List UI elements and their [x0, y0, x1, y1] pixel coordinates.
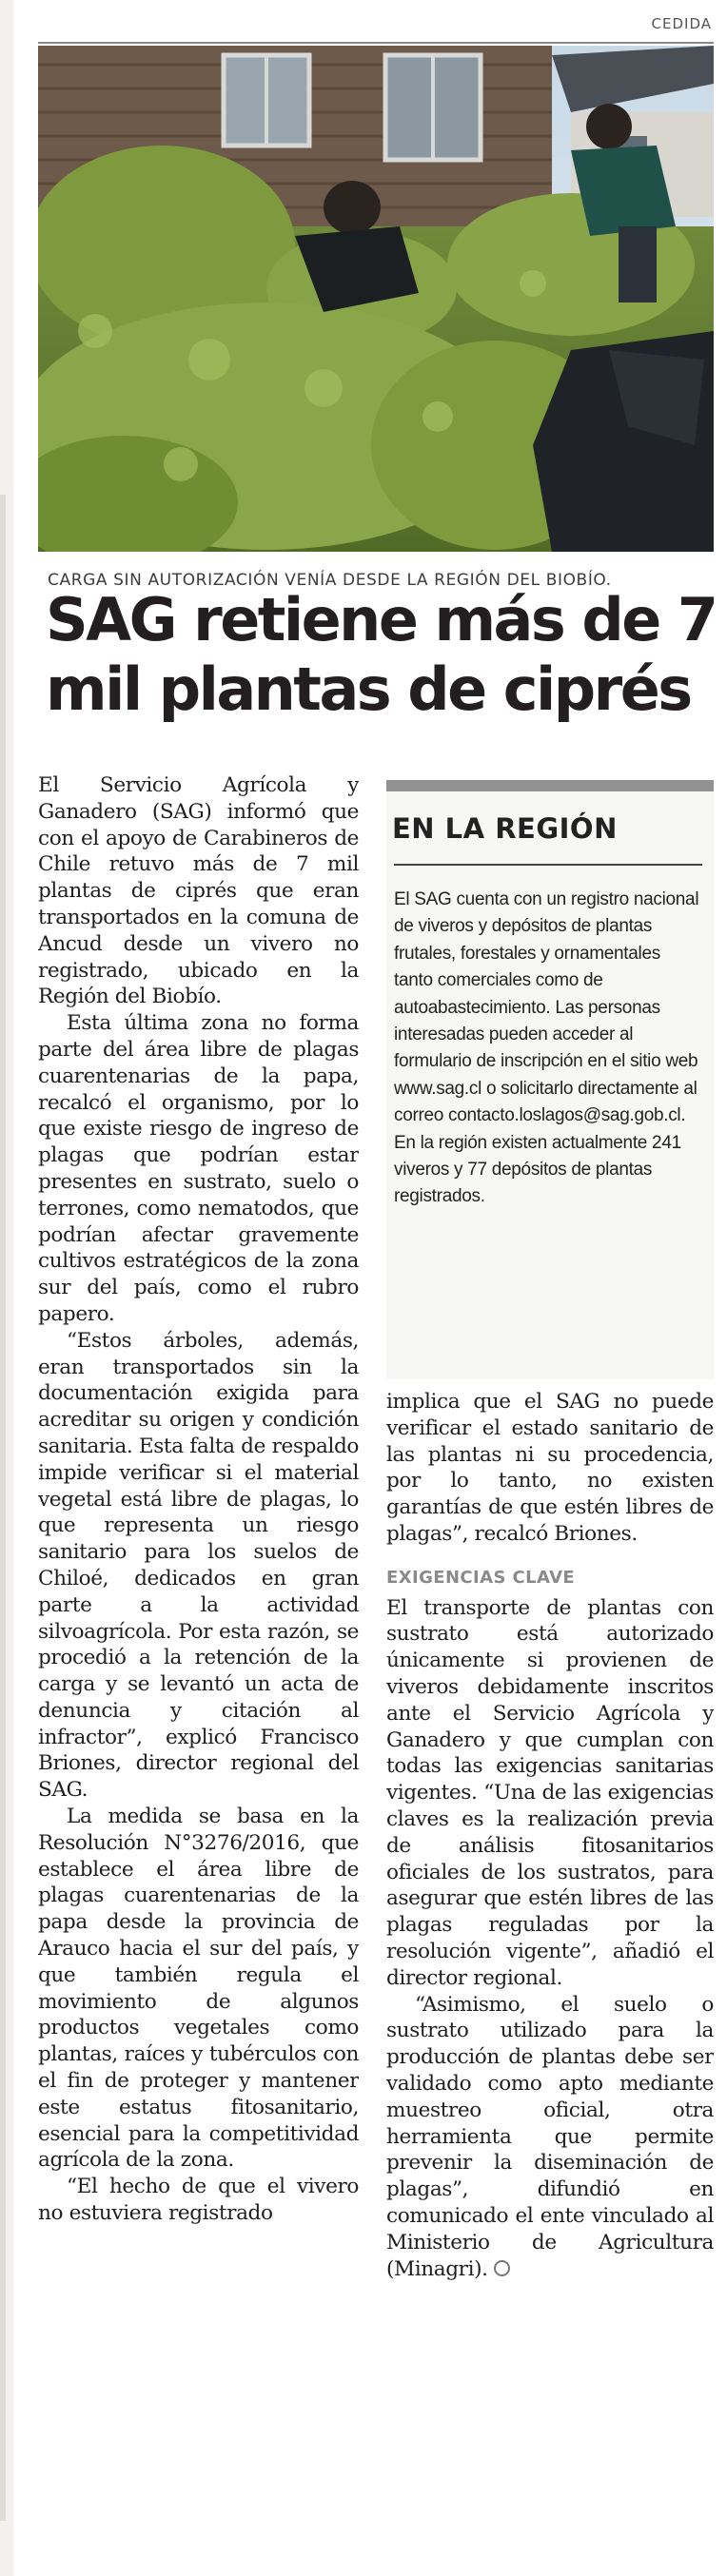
- photo-credit: CEDIDA: [651, 15, 712, 32]
- sidebar-title: EN LA REGIÓN: [392, 812, 618, 845]
- section-subhead: EXIGENCIAS CLAVE: [386, 1567, 576, 1588]
- sidebar-paragraph: El SAG cuenta con un registro nacional de viveros y depósitos de plantas frutales, forestales y ornamentales tanto comerciales como de autoabastecimiento. Las personas interesadas pueden acceder al formulario de inscripción en el sitio web www.sag.cl o solicitarlo directamente al correo contacto.loslagos@sag.gob.cl.: [394, 889, 699, 1126]
- article-photo: [38, 46, 714, 552]
- article-column-right: [386, 1389, 714, 2568]
- top-rule: [38, 42, 714, 44]
- article-paragraph: La medida se basa en la Resolución N°3276/2016, que establece el área libre de plagas cuarentenarias de la papa desde la provincia de Arauco hacia el sur del país, y que también regula el movimiento de algunos productos vegetales como plantas, raíces y tubérculos con el fin de proteger y mantener este estatus fitosanitario, esencial para la competitividad agrícola de la zona.: [38, 1805, 359, 2173]
- article-paragraph: implica que el SAG no puede verificar el estado sanitario de las plantas ni su procedencia, por lo tanto, no existen garantías de que estén libres de plagas”, recalcó Briones.: [386, 1390, 714, 1546]
- adjacent-column-strip: [0, 495, 6, 2521]
- headline: SAG retiene más de 7 mil plantas de ciprés: [46, 585, 717, 724]
- article-paragraph: “Estos árboles, además, eran transportados sin la documentación exigida para acreditar su origen y condición sanitaria. Esta falta de respaldo impide verificar si el material vegetal está libre de plagas, lo que representa un riesgo sanitario para los suelos de Chiloé, dedicados en gran parte a la actividad silvoagrícola. Por esta razón, se procedió a la retención de la carga y se levantó un acta de denuncia y citación al infractor”, explicó Francisco Briones, director regional del SAG.: [38, 1328, 359, 1803]
- article-paragraph: El Servicio Agrícola y Ganadero (SAG) informó que con el apoyo de Carabineros de Chile retuvo más de 7 mil plantas de ciprés que eran transportados en la comuna de Ancud desde un vivero no registrado, ubicado en la Región del Biobío.: [38, 773, 359, 1009]
- article-paragraph-text: “Asimismo, el suelo o sustrato utilizado para la producción de plantas debe ser validado como apto mediante muestreo oficial, otra herramienta que permite prevenir la diseminación de plagas”, difundió en comunicado el ente vinculado al Ministerio de Agricultura (Minagri).: [386, 1992, 714, 2281]
- sidebar-body: [394, 887, 702, 1211]
- photo-caption: CARGA SIN AUTORIZACIÓN VENÍA DESDE LA REGIÓN DEL BIOBÍO.: [48, 571, 612, 590]
- article-paragraph: El transporte de plantas con sustrato está autorizado únicamente si provienen de viveros debidamente inscritos ante el Servicio Agrícola y Ganadero y que cumplan con todas las exigencias sanitarias vigentes. “Una de las exigencias claves es la realización previa de análisis fitosanitarios oficiales de los sustratos, para asegurar que estén libres de las plagas reguladas por la resolución vigente”, añadió el director regional.: [386, 1595, 714, 1990]
- sidebar-rule: [394, 864, 702, 866]
- sidebar-box: [386, 780, 714, 1379]
- article-column-left: [38, 772, 359, 2570]
- article-paragraph: “El hecho de que el vivero no estuviera registrado: [38, 2175, 359, 2226]
- sidebar-top-bar: [386, 780, 714, 791]
- end-of-article-icon: [494, 2260, 510, 2276]
- sidebar-paragraph: En la región existen actualmente 241 viveros y 77 depósitos de plantas registrados.: [394, 1132, 681, 1207]
- article-paragraph: [386, 1992, 714, 2283]
- article-paragraph: Esta última zona no forma parte del área libre de plagas cuarentenarias de la papa, recalcó el organismo, por lo que existe riesgo de ingreso de plagas que podrían estar presentes en sustrato, suelo o terrones, como nematodos, que podrían afectar gravemente cultivos estratégicos de la zona sur del país, como el rubro papero.: [38, 1011, 359, 1326]
